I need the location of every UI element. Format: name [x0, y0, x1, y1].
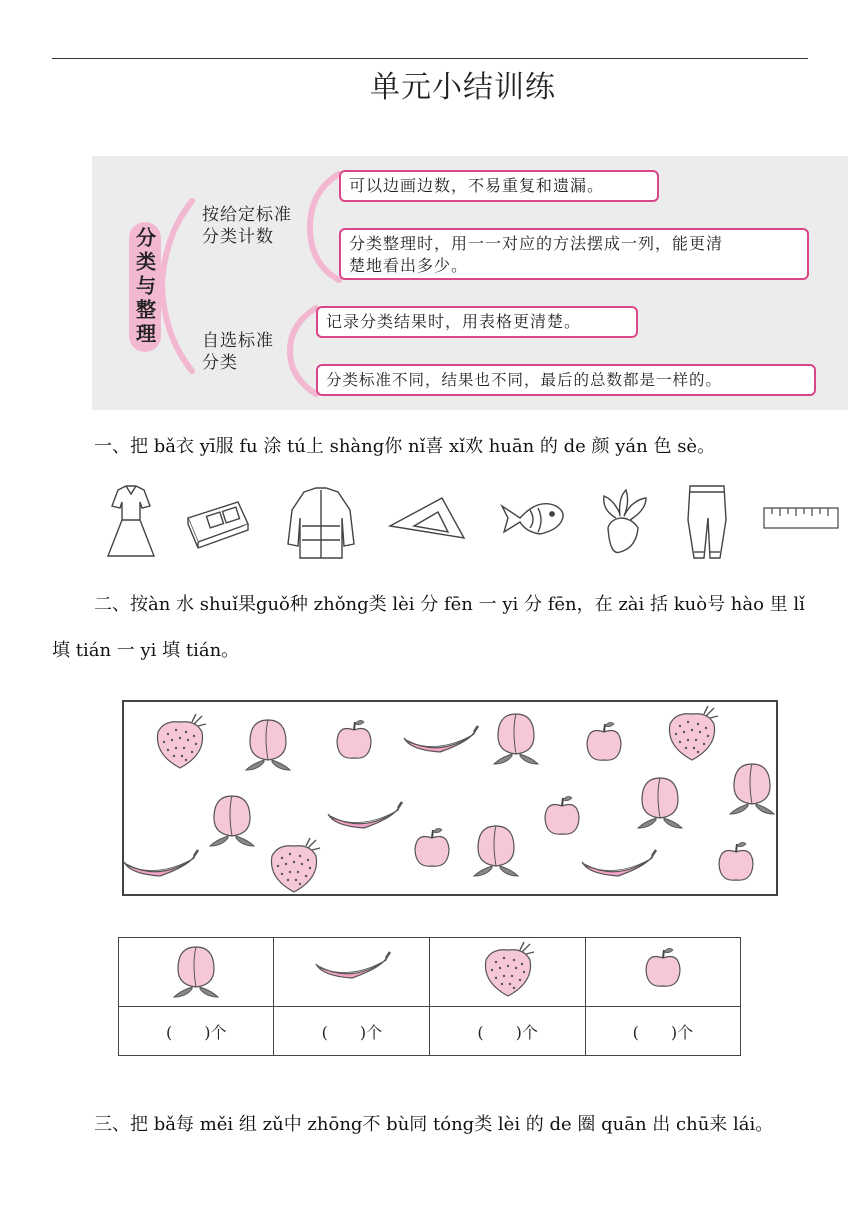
- jacket-icon[interactable]: [288, 488, 354, 558]
- question-2-line1: 二、按àn 水 shuǐ果guǒ种 zhǒng类 lèi 分 fēn 一 yi 分 fēn，在 zài 括 kuò号 hào 里 lǐ: [94, 594, 805, 615]
- branch2-note1: 记录分类结果时，用表格更清楚。: [316, 306, 638, 338]
- branch1-label-line2: 分类计数: [202, 227, 274, 247]
- peach-icon: [166, 941, 226, 999]
- branch1-note2-line2: 楚地看出多少。: [349, 256, 469, 275]
- fruit-count-table: [118, 937, 741, 1056]
- branch1-label-line1: 按给定标准: [202, 205, 292, 225]
- table-cell-strawberry: [430, 938, 585, 1007]
- banana-icon: [404, 726, 478, 752]
- radish-icon[interactable]: [604, 490, 646, 553]
- fruit-picture: [122, 700, 778, 896]
- banana-icon: [124, 850, 198, 876]
- branch2-label-line2: 分类: [202, 353, 238, 373]
- question-1-text: 一、把 bǎ衣 yī服 fu 涂 tú上 shàng你 nǐ喜 xǐ欢 huān 的 de 颜 yán 色 sè。: [94, 436, 716, 457]
- apple-icon: [638, 945, 688, 995]
- strawberry-icon: [669, 706, 718, 760]
- apple-icon: [587, 722, 621, 760]
- question-2-line2: 填 tián 一 yi 填 tián。: [52, 640, 240, 661]
- peach-icon: [210, 796, 254, 846]
- question-3-text: 三、把 bǎ每 měi 组 zǔ中 zhōng不 bù同 tóng类 lèi 的 de 圈 quān 出 chū来 lái。: [94, 1114, 774, 1135]
- apple-icon: [719, 842, 753, 880]
- table-row: [119, 938, 741, 1007]
- page-title: 单元小结训练: [370, 70, 556, 105]
- apple-icon: [415, 828, 449, 866]
- apple-icon: [337, 720, 371, 758]
- dress-icon[interactable]: [108, 486, 154, 556]
- count-blank-banana[interactable]: ( )个: [274, 1007, 430, 1056]
- apple-icon: [545, 796, 579, 834]
- strawberry-icon: [271, 838, 320, 892]
- branch1-note2-line1: 分类整理时，用一一对应的方法摆成一列，能更清: [349, 234, 724, 253]
- strawberry-icon: [157, 714, 206, 768]
- table-cell-banana: [274, 938, 430, 1007]
- pencil-case-icon[interactable]: [188, 502, 248, 548]
- branch2-label: [202, 330, 274, 374]
- topic-pill: 分类与整理: [129, 222, 161, 352]
- banana-icon: [312, 945, 392, 995]
- pants-icon[interactable]: [688, 486, 726, 558]
- table-cell-peach: [119, 938, 274, 1007]
- strawberry-icon: [478, 940, 538, 1000]
- branch1-note2: [339, 228, 809, 280]
- peach-icon: [638, 778, 682, 828]
- peach-icon: [474, 826, 518, 876]
- header-rule: [52, 58, 808, 59]
- branch1-note1: 可以边画边数，不易重复和遗漏。: [339, 170, 659, 202]
- branch2-label-line1: 自选标准: [202, 331, 274, 351]
- count-blank-strawberry[interactable]: ( )个: [430, 1007, 585, 1056]
- table-cell-apple: [585, 938, 740, 1007]
- count-blank-apple[interactable]: ( )个: [585, 1007, 740, 1056]
- triangle-ruler-icon[interactable]: [390, 498, 464, 538]
- peach-icon: [246, 720, 290, 770]
- branch1-label: [202, 204, 292, 248]
- q1-icon-row: [90, 480, 850, 566]
- peach-icon: [730, 764, 774, 814]
- branch2-note2: 分类标准不同，结果也不同，最后的总数都是一样的。: [316, 364, 816, 396]
- banana-icon: [582, 850, 656, 876]
- banana-icon: [328, 802, 402, 828]
- count-blank-peach[interactable]: ( )个: [119, 1007, 274, 1056]
- fish-icon[interactable]: [502, 504, 563, 534]
- peach-icon: [494, 714, 538, 764]
- table-row: [119, 1007, 741, 1056]
- ruler-icon[interactable]: [764, 508, 838, 528]
